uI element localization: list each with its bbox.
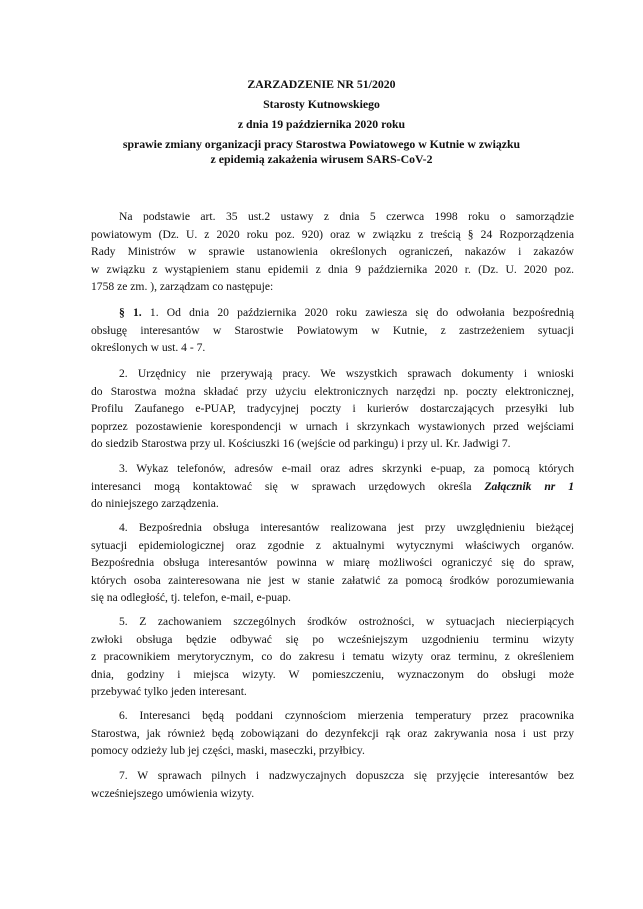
text-line: do siedzib Starostwa przy ul. Kościuszki 16 (wejście od parkingu) i przy ul. Kr. Jadwigi 7. bbox=[91, 437, 511, 450]
text-line bbox=[91, 304, 574, 322]
document-subject bbox=[40, 137, 603, 167]
text-line: do Starostwa można składać przy użyciu elektronicznych narzędzi np. poczty elektronicznej, bbox=[91, 384, 574, 398]
text-line: Starostwa, jak również będą zobowiązani do dezynfekcji rąk oraz zakrywania nosa i ust przy bbox=[91, 726, 574, 740]
text-line: Profilu Zaufanego e-PUAP, tradycyjnej poczty i kurierów dostarczających przesyłki lub bbox=[91, 402, 574, 415]
text-line: Na podstawie art. 35 ust.2 ustawy z dnia 5 czerwca 1998 roku o samorządzie bbox=[119, 210, 574, 223]
section-mark: § 1. bbox=[119, 306, 142, 319]
text-line: poprzez pozostawienie korespondencji w urnach i skrzynkach wystawionych przed wejściami bbox=[91, 419, 574, 433]
text-line: do niniejszego zarządzenia. bbox=[91, 497, 219, 510]
attachment-reference: Załącznik nr 1 bbox=[484, 479, 574, 493]
text-line: 5. Z zachowaniem szczególnych środków ostrożności, w sytuacjach niecierpiących bbox=[119, 615, 574, 628]
subject-line: sprawie zmiany organizacji pracy Starostwa Powiatowego w Kutnie w związku bbox=[122, 137, 521, 151]
text-line: pomocy odzieży lub jej części, maski, maseczki, przyłbicy. bbox=[91, 744, 365, 757]
text-line: powiatowym (Dz. U. z 2020 roku poz. 920) oraz w związku z treścią § 24 Rozporządzenia bbox=[91, 227, 574, 241]
point-4-paragraph bbox=[91, 519, 574, 607]
text-line: których osoba zainteresowana nie jest w stanie załatwić za pomocą środków porozumiewania bbox=[91, 573, 574, 587]
section-1-paragraph bbox=[91, 304, 574, 357]
text-line: 6. Interesanci będą poddani czynnościom mierzenia temperatury przez pracownika bbox=[119, 709, 574, 722]
subject-line: z epidemią zakażenia wirusem SARS-CoV-2 bbox=[210, 152, 433, 166]
text-line: 2. Urzędnicy nie przerywają pracy. We wszystkich sprawach dokumenty i wnioski bbox=[119, 367, 574, 380]
document-date: z dnia 19 października 2020 roku bbox=[237, 117, 406, 131]
point-6-paragraph bbox=[91, 707, 574, 760]
text-line: dnia, godziny i miejsca wizyty. W pomieszczeniu, wyznaczonym do obsługi może bbox=[91, 667, 574, 681]
text-line: określonych w ust. 4 - 7. bbox=[91, 341, 206, 354]
text-line: Rady Ministrów w sprawie ustanowienia określonych ograniczeń, nakazów i zakazów bbox=[91, 245, 574, 258]
text-line: w związku z wystąpieniem stanu epidemii z dnia 9 października 2020 r. (Dz. U. 2020 poz. bbox=[91, 262, 574, 276]
text-segment: interesanci mogą kontaktować się w sprawach urzędowych określa bbox=[91, 479, 485, 493]
section-text: 1. Od dnia 20 października 2020 roku zawiesza się do odwołania bezpośrednią bbox=[141, 306, 575, 319]
text-line: się na odległość, tj. telefon, e-mail, e-puap. bbox=[91, 591, 291, 604]
text-line: zwłoki obsługa będzie odbywać się po wcześniejszym uzgodnieniu terminu wizyty bbox=[91, 632, 574, 646]
text-line: Bezpośrednia obsługa interesantów powinna w miarę możliwości ograniczyć się do spraw, bbox=[91, 556, 574, 569]
preamble-paragraph bbox=[91, 208, 574, 296]
text-line: sytuacji epidemiologicznej oraz zgodnie z aktualnymi wytycznymi właściwych organów. bbox=[91, 538, 574, 552]
document-title: ZARZADZENIE NR 51/2020 bbox=[247, 77, 396, 91]
text-line bbox=[91, 478, 574, 496]
text-line: obsługę interesantów w Starostwie Powiatowym w Kutnie, z zastrzeżeniem sytuacji bbox=[91, 323, 574, 337]
text-line: wcześniejszego umówienia wizyty. bbox=[91, 786, 255, 800]
point-2-paragraph bbox=[91, 365, 574, 453]
text-line: przebywać tylko jeden interesant. bbox=[91, 685, 247, 698]
point-3-paragraph bbox=[91, 460, 574, 513]
text-line: 7. W sprawach pilnych i nadzwyczajnych dopuszcza się przyjęcie interesantów bez bbox=[119, 769, 574, 782]
point-5-paragraph bbox=[91, 613, 574, 701]
document-issuer: Starosty Kutnowskiego bbox=[263, 97, 380, 111]
text-line: 1758 ze zm. ), zarządzam co następuje: bbox=[91, 280, 274, 293]
text-line: 4. Bezpośrednia obsługa interesantów realizowana jest przy uwzględnieniu bieżącej bbox=[119, 521, 574, 534]
text-line: z pracownikiem merytorycznym, co do zakresu i tematu wizyty oraz terminu, z określeniem bbox=[91, 650, 574, 663]
text-line: 3. Wykaz telefonów, adresów e-mail oraz adres skrzynki e-puap, za pomocą których bbox=[119, 462, 574, 475]
point-7-paragraph bbox=[91, 767, 574, 802]
